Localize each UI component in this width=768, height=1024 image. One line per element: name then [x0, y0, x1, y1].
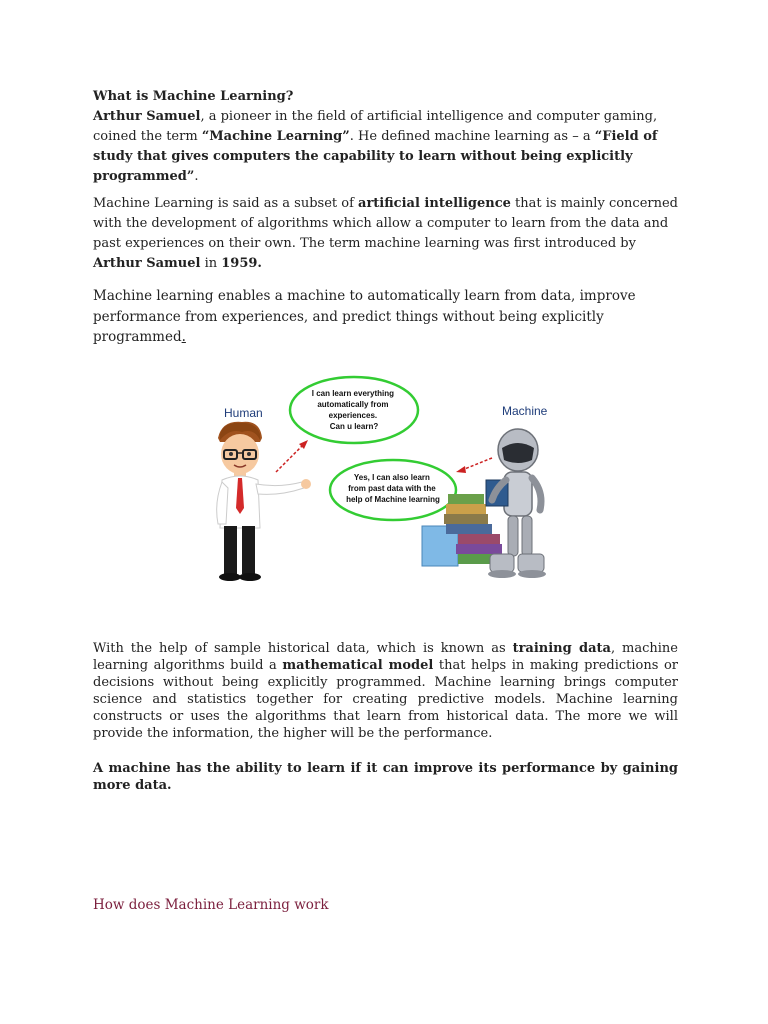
intro-section	[93, 87, 678, 187]
intro-paragraph: Arthur Samuel, a pioneer in the field of artificial intelligence and computer gaming, coined the term “Machine Learning”. He defined machine learning as – a “Field of study that gives computers the capability to learn without being explicitly programmed”.	[93, 109, 658, 184]
training-data-paragraph: With the help of sample historical data, which is known as training data, machine learning algorithms build a mathematical model that helps in making predictions or decisions without being explicitly programmed. Machine learning brings computer science and statistics together for creating predictive models. Machine learning constructs or uses the algorithms that learn from historical data. The more we will provide the information, the higher will be the performance.	[93, 641, 679, 741]
human-figure	[217, 422, 311, 581]
term-machine-learning: “Machine Learning”	[201, 129, 350, 144]
person-name: Arthur Samuel	[93, 109, 201, 124]
bold-mathematical-model: mathematical model	[282, 658, 434, 673]
bold-arthur-samuel: Arthur Samuel	[93, 256, 201, 271]
bubble-human-text: I can learn everything automatically from experiences. Can u learn?	[311, 389, 395, 431]
enables-paragraph: Machine learning enables a machine to automatically learn from data, improve performance from experiences, and predict things without being explicitly programmed.	[93, 288, 636, 345]
robot-figure	[486, 429, 546, 578]
dashed-arrow-machine	[456, 458, 492, 473]
dashed-arrow-human	[276, 440, 308, 472]
bold-training-data: training data	[512, 641, 611, 656]
bold-artificial-intelligence: artificial intelligence	[358, 196, 511, 211]
bubble-machine-text: Yes, I can also learn from past data with the help of Machine learning	[346, 473, 440, 504]
speech-bubble-human	[290, 377, 418, 443]
definition-quote: “Field of study that gives computers the capability to learn without being explicitly programmed”	[93, 129, 658, 184]
human-machine-illustration	[200, 368, 570, 590]
section-heading-link[interactable]	[93, 894, 678, 913]
ability-paragraph: A machine has the ability to learn if it can improve its performance by gaining more data.	[93, 761, 678, 793]
how-does-ml-work-link[interactable]: How does Machine Learning work	[93, 897, 329, 913]
subset-paragraph: Machine Learning is said as a subset of artificial intelligence that is mainly concerned with the development of algorithms which allow a computer to learn from the data and past experiences on their own. The term machine learning was first introduced by Arthur Samuel in 1959.	[93, 196, 679, 271]
machine-label: Machine	[502, 404, 548, 418]
bold-year: 1959.	[221, 256, 262, 271]
human-label: Human	[224, 406, 263, 420]
section-heading: What is Machine Learning?	[93, 89, 294, 104]
